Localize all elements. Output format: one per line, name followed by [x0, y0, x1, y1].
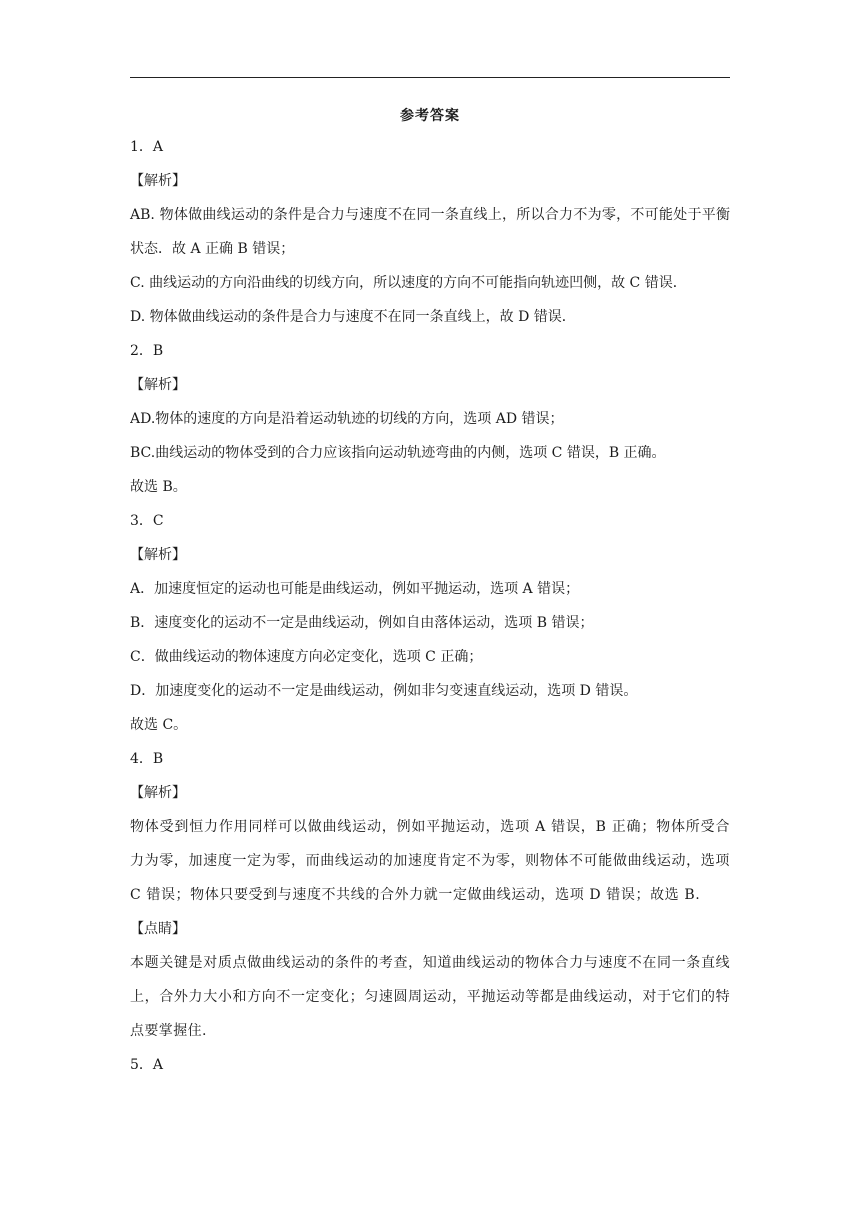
answer-4-number: 4．B: [130, 751, 164, 767]
answer-4-comment-heading: 【点睛】: [130, 921, 186, 937]
answer-3-line-2: B．速度变化的运动不一定是曲线运动，例如自由落体运动，选项 B 错误；: [130, 615, 594, 631]
answer-1-line-2: C. 曲线运动的方向沿曲线的切线方向，所以速度的方向不可能指向轨迹凹侧，故 C 错误．: [130, 275, 687, 291]
header-rule: [130, 77, 730, 78]
answer-3-line-1: A．加速度恒定的运动也可能是曲线运动，例如平抛运动，选项 A 错误；: [130, 581, 580, 597]
answer-4-explanation: 物体受到恒力作用同样可以做曲线运动，例如平抛运动，选项 A 错误，B 正确；物体所受合力为零，加速度一定为零，而曲线运动的加速度肯定不为零，则物体不可能做曲线运动，选项 C 错误；物体只要受到与速度不共线的合外力就一定做曲线运动，选项 D 错误；故选 B.: [130, 819, 730, 903]
answer-2-analysis-heading: 【解析】: [130, 377, 186, 393]
answer-3-line-3: C．做曲线运动的物体速度方向必定变化，选项 C 正确；: [130, 649, 483, 665]
answer-1-number: 1．A: [130, 139, 164, 155]
answer-4-analysis-heading: 【解析】: [130, 785, 186, 801]
answer-5-number: 5．A: [130, 1057, 164, 1073]
answer-3-number: 3．C: [130, 513, 164, 529]
answer-2-line-3: 故选 B。: [130, 479, 187, 495]
answer-2-line-2: BC.曲线运动的物体受到的合力应该指向运动轨迹弯曲的内侧，选项 C 错误，B 正确。: [130, 445, 666, 461]
answer-2-line-1: AD.物体的速度的方向是沿着运动轨迹的切线的方向，选项 AD 错误；: [130, 411, 564, 427]
answer-2-number: 2．B: [130, 343, 164, 359]
answer-3-line-5: 故选 C。: [130, 717, 188, 733]
answer-3-line-4: D．加速度变化的运动不一定是曲线运动，例如非匀变速直线运动，选项 D 错误。: [130, 683, 638, 699]
answer-1-line-1: AB. 物体做曲线运动的条件是合力与速度不在同一条直线上，所以合力不为零，不可能处于平衡状态．故 A 正确 B 错误；: [130, 207, 730, 257]
answer-content: [130, 130, 730, 1082]
answer-3-analysis-heading: 【解析】: [130, 547, 186, 563]
page-title: 参考答案: [400, 108, 460, 124]
answer-1-analysis-heading: 【解析】: [130, 173, 186, 189]
answer-1-line-3: D. 物体做曲线运动的条件是合力与速度不在同一条直线上，故 D 错误．: [130, 309, 576, 325]
answer-4-comment: 本题关键是对质点做曲线运动的条件的考查，知道曲线运动的物体合力与速度不在同一条直线上，合外力大小和方向不一定变化；匀速圆周运动，平抛运动等都是曲线运动，对于它们的特点要掌握住.: [130, 955, 730, 1039]
